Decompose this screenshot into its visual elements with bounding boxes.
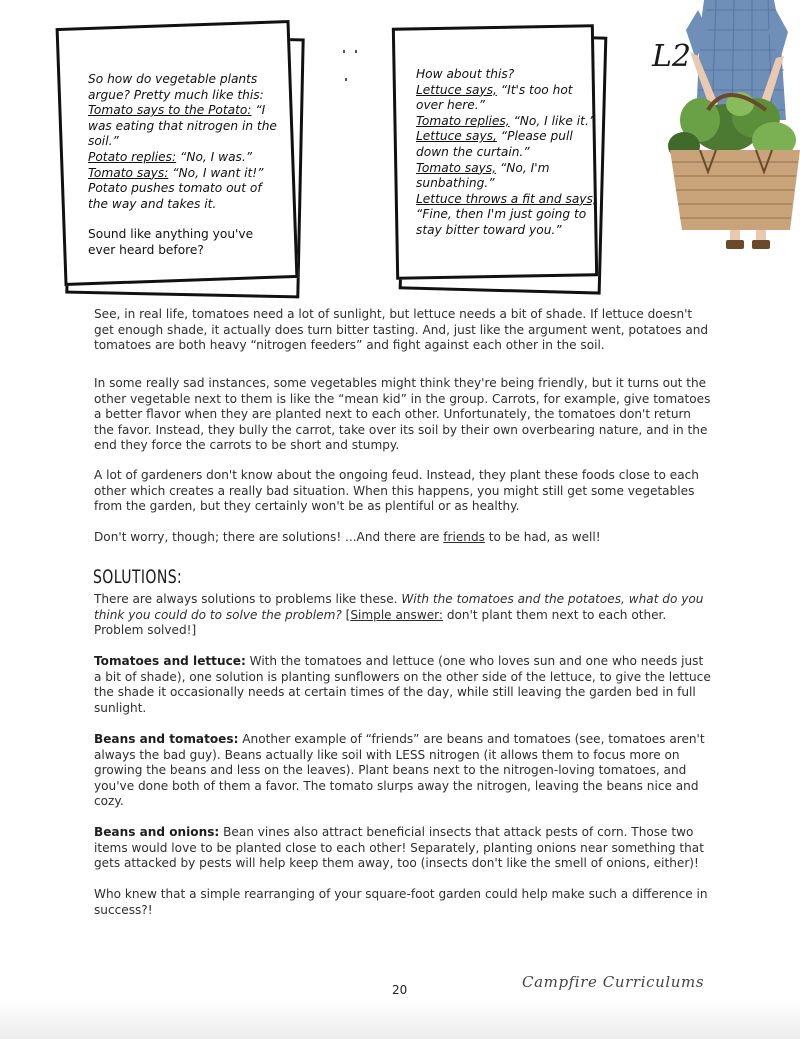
paragraph-closing [94,887,712,918]
brand-logo-text: Campfire Curriculums [522,973,705,991]
text-run: Don't worry, though; there are solutions! ...And there are [94,530,444,544]
simple-answer-label: Simple answer: [350,607,444,622]
box2-dialogue [416,192,600,239]
quote: “Fine, then I'm just going to stay bitter toward you.” [416,207,587,237]
paragraph-tomatoes-lettuce [94,654,712,716]
box2-intro: How about this? [416,67,515,81]
quote: “No, I'm sunbathing.” [416,160,550,191]
box2-dialogue [416,83,600,114]
paragraph-text [94,592,712,639]
box2-dialogue [416,161,600,192]
paragraph-dont-worry [94,530,712,546]
quote: “Please pull down the curtain.” [416,129,573,159]
quote: “No, I like it.” [513,113,596,128]
text-run: With the tomatoes and lettuce (one who loves sun and one who needs just a bit of shade), one solution is planting sunflowers on the other side of the lettuce, to give the lettuce the shade it occasionally needs at certain times of the day, while still leaving the garden bed in full sunlight. [94,654,711,715]
box1-dialogue [88,150,284,166]
solutions-heading: SOLUTIONS: [93,566,183,588]
box2-dialogue [416,114,600,130]
paragraph-ongoing-feud [94,468,712,515]
speaker: Tomato says to the Potato: [88,103,252,118]
speaker: Lettuce says, [416,82,497,97]
text-run: Bean vines also attract beneficial insects that attack pests of corn. Those two items would love to be planted close to each other! Separately, planting onions near something that gets attacked by pests will help keep them away, too (insects don't like the smell of onions, either)! [94,825,704,870]
paragraph-text: See, in real life, tomatoes need a lot of sunlight, but lettuce needs a bit of shade. If lettuce doesn't get enough shade, it actually does turn bitter tasting. And, just like the argument went, potatoes and tomatoes are both heavy “nitrogen feeders” and fight against each other in the soil. [94,307,709,352]
box1-action: Potato pushes tomato out of the way and takes it. [88,181,262,211]
speaker: Lettuce throws a fit and says, [416,191,597,206]
box2-dialogue [416,129,600,160]
dialogue-text [88,72,284,259]
speaker: Tomato replies, [416,113,510,128]
paragraph-text [94,732,712,810]
speaker: Potato replies: [88,149,177,164]
text-run: Another example of “friends” are beans and tomatoes (see, tomatoes aren't always the bad guy). Beans actually like soil with LESS nitrogen (it allows them to focus more on growing the beans and less on the leaves). Plant beans next to the nitrogen-loving tomatoes, and you've done both of them a favor. The tomato slurps away the nitrogen, leaving the beans nice and cozy. [94,732,705,808]
box1-line: So how do vegetable plants [88,72,258,86]
quote: “It's too hot over here.” [416,82,573,113]
solution-label: Tomatoes and lettuce: [94,654,246,668]
text-run: There are always solutions to problems like these. [94,592,402,606]
speaker: Tomato says, [416,160,497,175]
quote: “I was eating that nitrogen in the soil.” [88,103,277,149]
paragraph-beans-onions [94,825,712,872]
box1-line: argue? Pretty much like this: [88,87,264,102]
quote: “No, I was.” [180,149,253,164]
paragraph-beans-tomatoes [94,732,712,810]
quote: “No, I want it!” [172,165,264,180]
speaker: Lettuce says, [416,129,497,144]
paragraph-text [94,825,712,872]
paragraph-mean-kid [94,376,712,454]
paragraph-text: A lot of gardeners don't know about the ongoing feud. Instead, they plant these foods close to each other which creates a really bad situation. When this happens, you might still get some vegetables from the garden, but they certainly won't be as plentiful or as healthy. [94,468,699,513]
box1-dialogue [88,166,284,182]
solution-label: Beans and tomatoes: [94,732,239,746]
page-number: 20 [392,983,408,997]
paragraph-text [94,654,712,716]
friends-underline: friends [443,530,485,544]
question-italic: With the tomatoes and the potatoes, what do you think you could do to solve the problem? [94,592,704,622]
text-run: don't plant them next to each other. Problem solved!] [94,607,667,637]
speaker: Tomato says: [88,165,169,180]
paragraph-sunlight-shade [94,307,712,354]
level-mark: L2 [652,39,692,74]
gardener-with-basket-illustration [656,0,800,255]
paragraph-text: Who knew that a simple rearranging of your square-foot garden could help make such a difference in success?! [94,887,708,917]
paragraph-solutions-intro [94,592,712,639]
dialogue-text [416,67,600,239]
text-run: to be had, as well! [484,530,601,544]
paragraph-text: In some really sad instances, some vegetables might think they're being friendly, but it turns out the other vegetable next to them is like the “mean kid” in the group. Carrots, for example, give tomatoes a better flavor when they are planted next to each other. Unfortunately, the tomatoes don't return the favor. Instead, they bully the carrot, take over its soil by their own overbearing nature, and in the end they force the carrots to be short and stumpy. [94,376,711,452]
text-run: [ [341,607,351,622]
dialogue-box-potato-tomato [58,22,308,298]
page-bottom-edge [0,999,800,1039]
box1-question: Sound like anything you've ever heard before? [88,227,254,257]
solution-label: Beans and onions: [94,825,220,839]
paragraph-text [94,530,712,546]
dialogue-box-lettuce-tomato [392,22,614,294]
box1-dialogue [88,103,284,150]
